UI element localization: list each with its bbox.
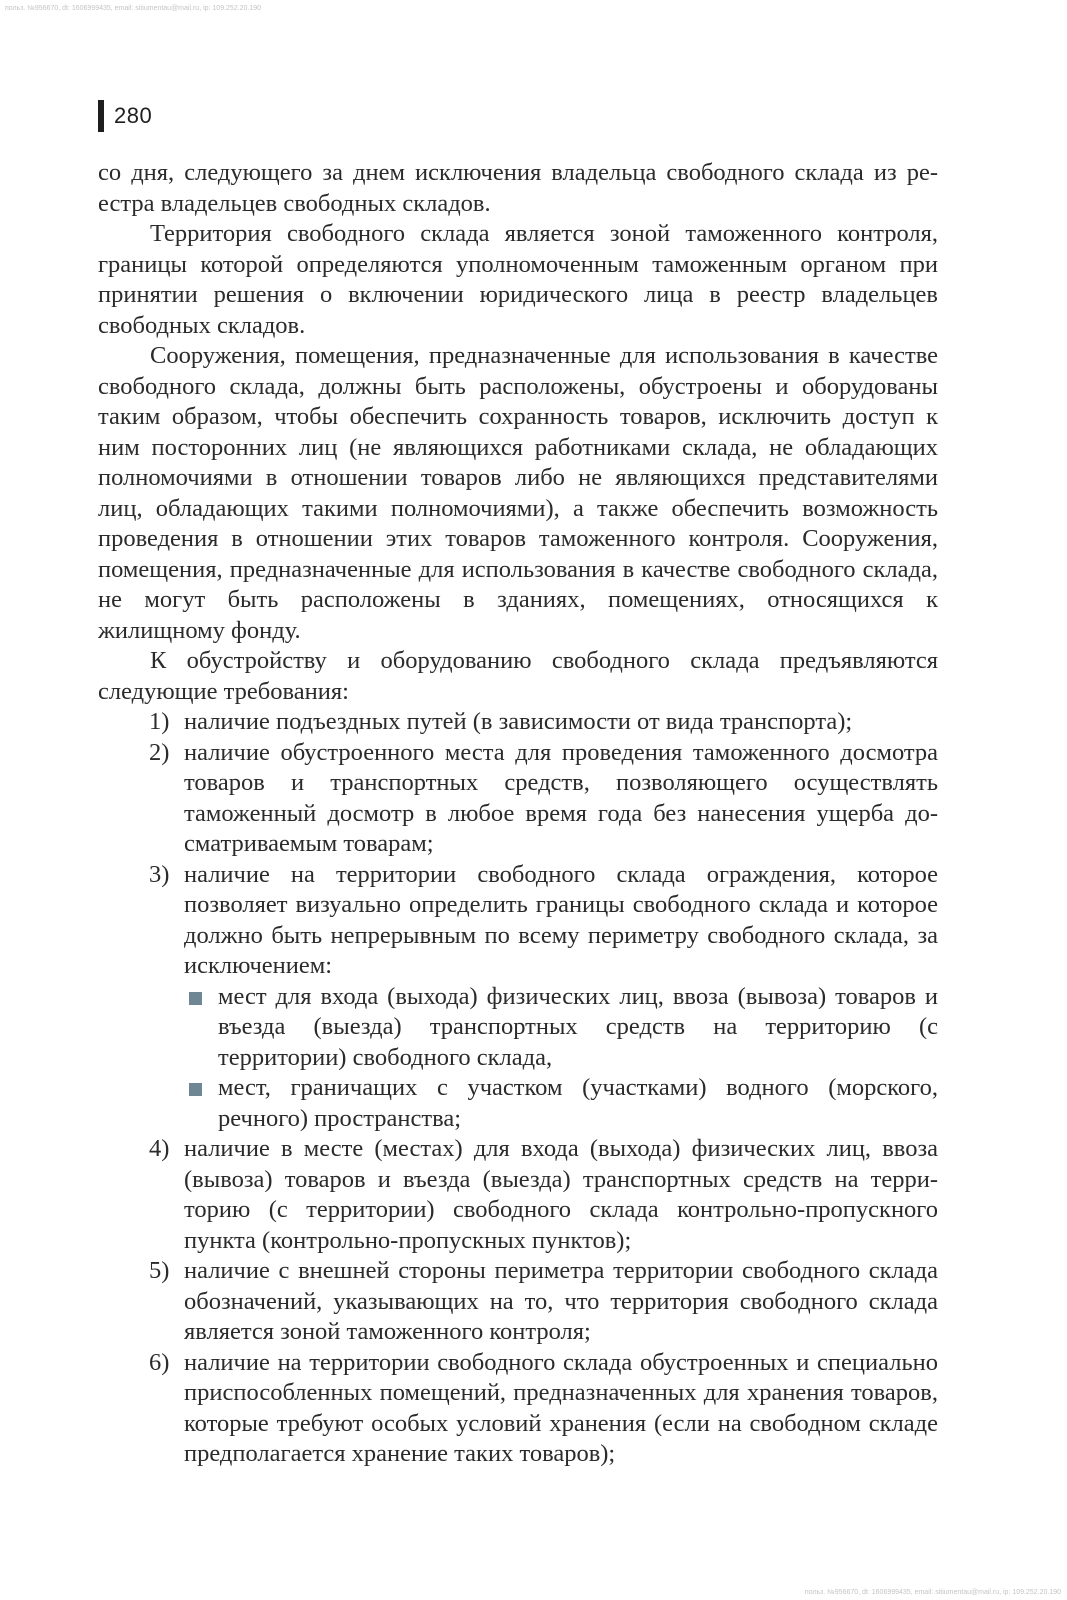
list-item-number: 4) <box>149 1135 170 1162</box>
list-item-number: 1) <box>149 708 170 735</box>
page-number: 280 <box>114 103 153 128</box>
watermark-top: польз. №956670, dt: 1606999435, email: sitiumentau@mail.ru, ip: 109.252.20.190 <box>5 5 262 12</box>
paragraph-territory: Территория свободного склада является зоной таможенного контроля, границы которой определяются уполномоченным таможенным органом при принятии решения о включении юридического лица в реестр владельцев свободных складов. <box>98 220 938 339</box>
requirements-list <box>98 707 938 1470</box>
header-bar <box>98 100 104 132</box>
sub-list-item <box>184 1073 938 1134</box>
list-item-text: наличие обустроенного места для проведения таможенного досмотра товаров и транспортных средств, позволяющего осуществлять таможенный досмотр в любое время года без нанесения ущерба досматриваемым товарам; <box>184 738 938 857</box>
sub-list-item-text: мест для входа (выхода) физических лиц, ввоза (вывоза) товаров и въезда (выезда) транспортных средств на территорию (с территории) свободного склада, <box>218 982 938 1071</box>
list-item-number: 2) <box>149 738 170 766</box>
list-item <box>98 738 938 860</box>
paragraph-structures: Сооружения, помещения, предназначенные для использования в качестве свободного склада, должны быть расположены, обустроены и оборудованы таким образом, чтобы обеспечить сохранность товаров, исключить доступ к ним посторонних лиц (не являющихся работниками склада, не обладающих полномочиями в отношении товаров либо не являющихся представителями лиц, обладающих такими полномочиями), а также обеспечить возможность проведения в отношении этих товаров таможенного контроля. Сооружения, помещения, предназначенные для использования в качестве свободного склада, не могут быть расположены в зданиях, помещениях, относящихся к жилищному фонду. <box>98 342 938 644</box>
list-item-number: 3) <box>149 860 170 888</box>
sub-list-item-text: мест, граничащих с участком (участками) водного (морского, речного) пространства; <box>218 1074 938 1132</box>
list-item <box>98 1348 938 1470</box>
list-item-text: наличие на территории свободного склада обустроенных и специально приспособленных помещений, предназначенных для хранения товаров, которые требуют особых условий хранения (если на свободном складе предполагается хранение таких товаров); <box>184 1348 938 1467</box>
list-item-number: 5) <box>149 1257 170 1284</box>
watermark-bottom: польз. №956670, dt: 1606999435, email: sitiumentau@mail.ru, ip: 109.252.20.190 <box>804 1589 1061 1596</box>
sub-list-item <box>184 982 938 1074</box>
list-item-text: наличие в месте (местах) для входа (выхода) физических лиц, ввоза (вывоза) товаров и въезда (выезда) транспортных средств на территорию (с территории) свободного склада контрольно-пропускного пункта (контрольно-пропускных пунктов); <box>184 1135 938 1254</box>
exceptions-list <box>184 982 938 1135</box>
list-item-number: 6) <box>149 1348 170 1376</box>
paragraph-requirements-intro: К обустройству и оборудованию свободного склада предъявляются следующие требования: <box>98 647 938 705</box>
list-item-text: наличие подъездных путей (в зависимости от вида транспорта); <box>184 708 853 735</box>
list-item <box>98 860 938 1135</box>
list-item <box>98 707 938 738</box>
list-item <box>98 1134 938 1256</box>
page-header <box>98 100 152 132</box>
list-item-text: наличие на территории свободного склада ограждения, которое позволяет визуально определить границы свободного склада и которое должно быть непрерывным по всему периметру свободного склада, за исключением: <box>184 860 938 979</box>
list-item-text: наличие с внешней стороны периметра территории свободного склада обозначений, указывающих на то, что территория свободного склада является зоной таможенного контроля; <box>184 1257 938 1345</box>
page-body <box>98 158 938 1470</box>
square-bullet-icon <box>189 992 202 1005</box>
list-item <box>98 1256 938 1348</box>
paragraph-continuation: со дня, следующего за днем исключения владельца свободного склада из реестра владельцев свободных складов. <box>98 159 938 217</box>
square-bullet-icon <box>189 1083 202 1096</box>
